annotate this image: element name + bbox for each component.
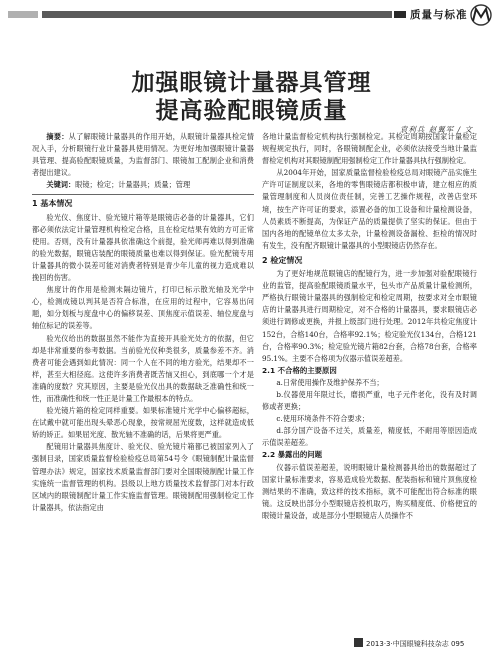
section-label: 质量与标准 xyxy=(410,9,468,21)
body-paragraph: 验光仪、焦度计、验光镜片箱等是眼镜店必备的计量器具，它们都必须依法定计量管理机构检定合格，且在检定结果有效的方可正常使用。否则，没有计量器具依准确这个前提，验光师再难以得到准确的验光数据，眼镜店装配的眼镜质量也难以得到保证。验光配镜专用计量器具的微小误差可能对消费者特别是青少年儿童的视力造成难以挽回的伤害。 xyxy=(32,212,254,283)
keywords-label: 关键词： xyxy=(46,180,76,190)
body-paragraph: 从2004年开始，国家质量监督检验检疫总局对眼镜产品实施生产许可证制度以来，各地的零售眼镜店都积极申请，建立相应的质量管理制度和人员岗位责任制，完善工艺操作规程，改善店堂环境，按生产许可证的要求，添置必备的加工设备和计量检测设备，人员素质不断提高，为保证产品的质量提供了坚实的保证。但由于国内各地的配镜单位太多太杂，计量检测设备漏检、拒检的情况时有发生，没有配齐眼镜计量器具的小型眼镜店仍然存在。 xyxy=(262,168,477,250)
list-item: b.仪器使用年限过长，磨损严重，电子元件老化，没有及时调修或者更换； xyxy=(262,389,477,412)
body-paragraph: 各地计量监督检定机构执行强制检定。其检定周期按国家计量检定规程规定执行，同时，各眼镜制配企业，必须依法接受当地计量监督检定机构对其眼镜制配用强制检定工作计量器具执行强制检定。 xyxy=(262,132,477,166)
header-bar xyxy=(8,8,466,22)
list-item: d.部分国产设备不过关，质量差，精度低，不耐用等原因造成示值误差超差。 xyxy=(262,426,477,448)
article-title-line2: 提高验配眼镜质量 xyxy=(155,98,348,124)
list-item: a.日常使用操作及维护保养不当； xyxy=(276,377,384,387)
header-strip xyxy=(8,11,38,18)
section-heading: 2 检定情况 xyxy=(262,255,303,265)
body-paragraph: 验光仪给出的数据虽然不能作为直接开具验光处方的依据，但它却是非常重要的参考数据。当前验光仪种类很多，质量参差不齐。消费者可能会遇到如此情况：同一个人在不同的地方验光，结果却不一样，甚至大相径庭。这使许多消费者既苦恼又担心，到底哪一个才是准确的度数？究其原因，主要是验光仪出具的数据缺乏准确性和统一性，而准确性和统一性正是计量工作最根本的特点。 xyxy=(32,333,254,403)
keywords xyxy=(32,179,254,191)
body-paragraph: 验光镜片箱的检定同样重要。如果标准镜片光学中心偏移超标，在试戴中就可能出现头晕恶心现象，按常规屈光度数，这样就造成低矫的矫正。如果屈光度、散光轴不准确的话，后果将更严重。 xyxy=(32,406,254,440)
body-paragraph: 配镜用计量器具焦度计、验光仪、验光镜片箱都已被国家列入了强制目录，国家质量监督检验检疫总局第54号令《眼镜制配计量监督管理办法》规定，国家技术质量监督部门要对全国眼镜制配计量工作实施统一监督管理的机构。县级以上地方质量技术监督部门对本行政区域内的眼镜制配计量工作实施监督管理。眼镜制配用强制检定工作计量器具，依法指定由 xyxy=(32,442,254,512)
abstract-label: 摘要： xyxy=(46,132,69,141)
left-column xyxy=(32,131,254,514)
right-column xyxy=(262,131,477,522)
body-paragraph: 仪器示值误差超差，说明眼镜计量检测器具给出的数据超过了国家计量标准要求，容易造成验光数据、配装指标和镜片顶焦度检测结果的不准确，致这样的技术指标，就不可能配出符合标准的眼镜。这反映出部分小型眼镜店投机取巧，购买精度低、价格便宜的眼镜计量设备，或是部分小型眼镜店人员操作不 xyxy=(262,462,477,520)
section-heading: 1 基本情况 xyxy=(32,199,73,209)
body-paragraph: 为了更好地规范眼镜店的配镜行为，进一步加强对验配眼镜行业的监管，提高验配眼镜质量水平，包头市产品质量计量检测所，严格执行眼镜计量器具的强制检定和检定周期，按要求对全市眼镜店的计量器具进行周期检定，对不合格的计量器具，要求眼镜店必须进行调修或更换，并报上级部门进行处理。2012年共检定焦度计152台，合格140台，合格率92.1%；检定验光仪134台，合格121台，合格率90.3%；检定验光镜片箱82台套，合格78台套，合格率95.1%。主要不合格项为仪器示值误差超差。 xyxy=(262,269,477,363)
header-strip xyxy=(394,11,406,18)
header-strip xyxy=(42,11,392,18)
body-paragraph: 焦度计的作用是检测未隔边镜片，打印已标示散光轴及光学中心，检测成镜以判其是否符合标准，在应用的过程中，它容易出问题，如分划板与度盘中心的偏移误差、顶焦度示值误差、轴位度盘与轴位标记的误差等。 xyxy=(32,285,254,331)
article-authors: 袁利兵 赵翼军 / 文 xyxy=(399,125,473,134)
abstract-text: 从了解眼镜计量器具的作用开始，从眼镜计量器具检定情况入手，分析眼镜行业计量器具使用情况。为更好地加强眼镜计量器具管理、提高验配眼镜质量，为监督部门、眼镜加工配制企业和消费者提出建议。 xyxy=(32,132,254,178)
keywords-text: 眼镜；检定；计量器具；质量；管理 xyxy=(75,180,191,190)
article-title-line1: 加强眼镜计量器具管理 xyxy=(131,70,372,96)
abstract xyxy=(32,131,254,179)
subsection-heading: 2.2 暴露出的问题 xyxy=(262,450,323,460)
footer-mark-icon xyxy=(354,638,363,647)
list-item: c.使用环境条件不符合要求； xyxy=(276,414,369,424)
magazine-logo-icon xyxy=(468,4,494,26)
footer-text: 2013·3·中国眼镜科技杂志 095 xyxy=(366,640,465,648)
page-footer xyxy=(354,638,464,649)
subsection-heading: 2.1 不合格的主要原因 xyxy=(262,365,337,375)
abstract-divider xyxy=(32,194,254,195)
